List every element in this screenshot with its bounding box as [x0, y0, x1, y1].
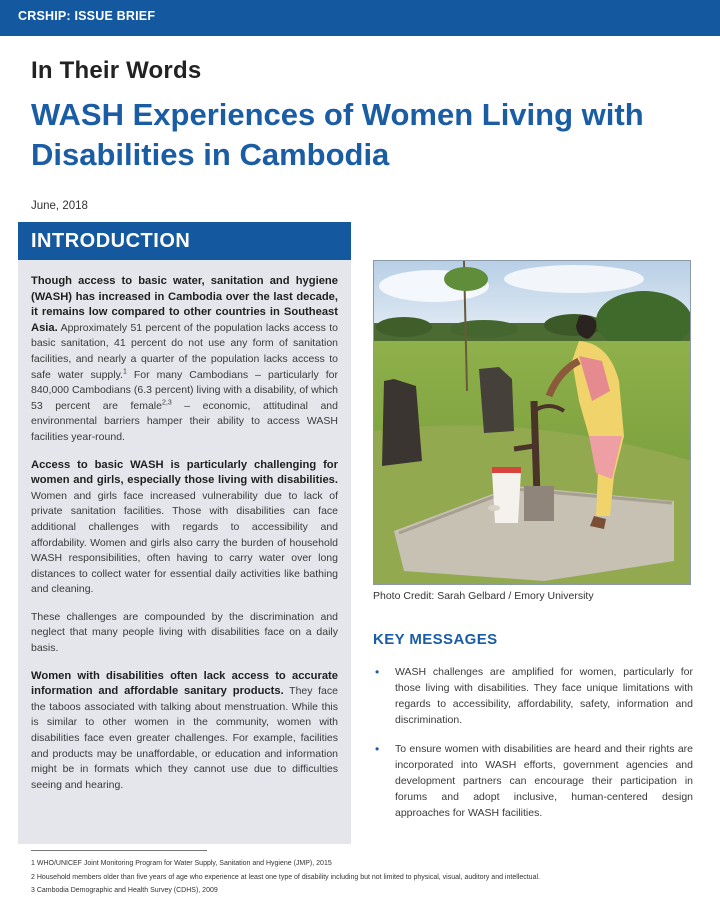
intro-p1-body-a: Approximately 51 percent of the population lacks access to basic sanitation, 41 percent do not use any form of sanitation facilities, and nearly a quarter of the population lacks access to safe water supply.	[31, 321, 338, 381]
introduction-column	[18, 260, 351, 844]
publication-date: June, 2018	[31, 200, 88, 212]
key-messages-heading: KEY MESSAGES	[373, 631, 498, 648]
intro-p1-body-c: – economic, attitudinal and environmental barriers hamper their ability to access WASH facilities year-round.	[31, 399, 338, 443]
water-pump-photo	[373, 260, 691, 585]
footnotes	[31, 857, 701, 898]
footnote-1: 1 WHO/UNICEF Joint Monitoring Program for Water Supply, Sanitation and Hygiene (JMP), 2015	[31, 860, 332, 867]
bullet-icon: •	[375, 665, 380, 679]
key-messages-list	[373, 664, 693, 834]
intro-p4-lead: Women with disabilities often lack access to accurate information and affordable sanitary products.	[31, 669, 338, 698]
footnote-ref-1: 1	[122, 368, 127, 376]
intro-paragraph-1	[31, 274, 338, 446]
intro-p4-body: They face the taboos associated with talking about menstruation. While this is similar to other women in the community, women with disabilities face even greater challenges. For example, facilities and products may be unaffordable, or education and information might be in formats which they cannot use due to difficulties seeing and hearing.	[31, 685, 338, 791]
intro-p1-body-b: For many Cambodians – particularly for 840,000 Cambodians (6.3 percent) living with a disability, of which 53 percent are female	[31, 368, 338, 412]
intro-p2-lead: Access to basic WASH is particularly challenging for women and girls, especially those living with disabilities.	[31, 458, 338, 487]
key-message-text: To ensure women with disabilities are heard and their rights are incorporated into WASH efforts, government agencies and development partners can encourage their participation in forums and adopt inclusive, human-centered design approaches for WASH facilities.	[395, 743, 693, 819]
photo-caption: Photo Credit: Sarah Gelbard / Emory University	[373, 590, 594, 602]
introduction-banner	[18, 222, 351, 260]
footnote-ref-2-3: 2,3	[161, 399, 172, 407]
page-title: WASH Experiences of Women Living with Disabilities in Cambodia	[31, 97, 644, 172]
footnote-3: 3 Cambodia Demographic and Health Survey (CDHS), 2009	[31, 887, 218, 894]
intro-paragraph-4	[31, 669, 338, 794]
intro-paragraph-3: These challenges are compounded by the discrimination and neglect that many people living with disabilities face on a daily basis.	[31, 610, 338, 655]
footnote-divider	[31, 850, 207, 851]
list-item	[373, 741, 693, 821]
intro-p1-lead: Though access to basic water, sanitation and hygiene (WASH) has increased in Cambodia over the last decade, it remains low compared to other countries in Southeast Asia.	[31, 275, 338, 334]
photo-illustration	[374, 261, 691, 585]
series-label: CRSHIP: ISSUE BRIEF	[18, 9, 156, 23]
bullet-icon: •	[375, 742, 380, 756]
intro-paragraph-2	[31, 458, 338, 598]
footnote-2: 2 Household members older than five years of age who experience at least one type of disability including but not limited to physical, visual, auditory and intellectual.	[31, 873, 540, 881]
top-banner	[0, 0, 720, 36]
kicker-heading: In Their Words	[31, 57, 202, 84]
intro-p2-body: Women and girls face increased vulnerability due to lack of private sanitation facilities. Those with disabilities can face additional challenges with regards to accessibility and affordability. Women and girls also carry the burden of household WASH responsibilities, often having to carry water over long distances to collect water for essential daily activities like bathing and cleaning.	[31, 489, 338, 596]
introduction-heading: INTRODUCTION	[31, 230, 191, 252]
list-item	[373, 664, 693, 728]
key-message-text: WASH challenges are amplified for women, particularly for those living with disabilities. They face unique limitations with regards to accessibility, affordability, safety, information and discrimination.	[395, 666, 693, 726]
